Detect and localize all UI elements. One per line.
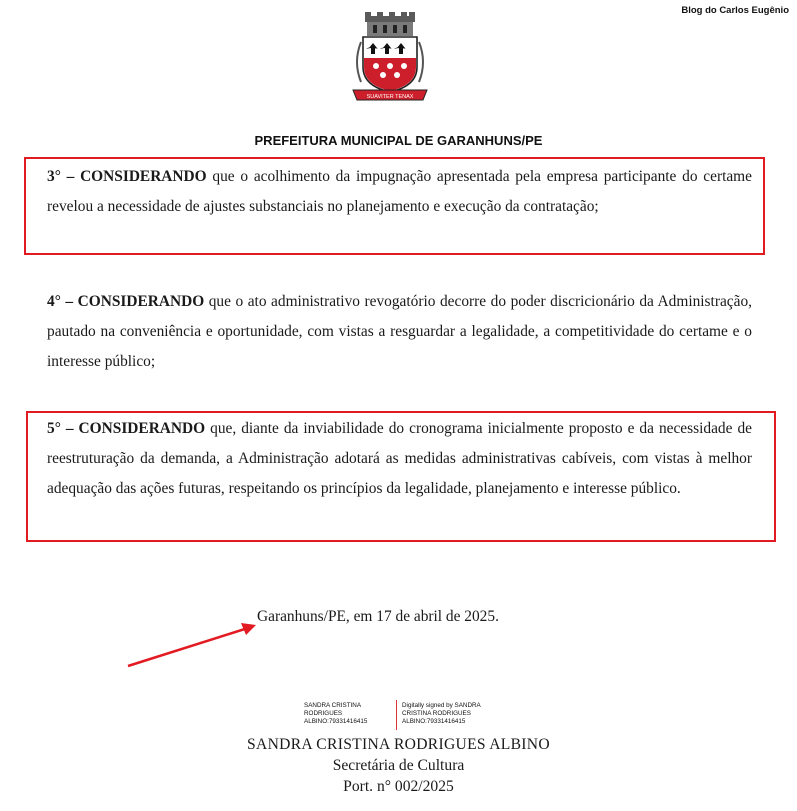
stamp-line: Digitally signed by SANDRA [402, 702, 481, 709]
crest-ornament-right [419, 42, 423, 82]
stamp-line: ALBINO:79331416415 [402, 718, 466, 725]
signatory-portaria: Port. n° 002/2025 [343, 778, 454, 795]
paragraph-lead: 5° – CONSIDERANDO [47, 420, 206, 437]
highlight-box-paragraph-5 [26, 411, 776, 542]
crest-birds [366, 43, 406, 54]
highlight-box-paragraph-3 [24, 157, 765, 255]
crest-banner-text: SUAVITER TENAX [366, 94, 414, 100]
blog-watermark: Blog do Carlos Eugênio [681, 5, 789, 16]
crest-tower [365, 12, 415, 36]
paragraph-considerando-4 [47, 287, 752, 377]
paragraph-text: que o ato administrativo revogatório decorre do poder discricionário da Administração, pautado na conveniência e oportunidade, com vistas a resguardar a legalidade, a competitividade do certame e o interesse público; [47, 293, 752, 370]
stamp-line: ALBINO:79331416415 [304, 718, 368, 725]
signatory-role: Secretária de Cultura [332, 757, 465, 774]
stamp-line: RODRIGUES [304, 710, 343, 717]
paragraph-text: que, diante da inviabilidade do cronograma inicialmente proposto e da necessidade de reestruturação da demanda, a Administração adotará as medidas administrativas cabíveis, com vistas à melhor adequação das ações futuras, respeitando os princípios da legalidade, planejamento e interesse público. [47, 420, 752, 497]
digital-signature-stamp-name [304, 702, 392, 726]
stamp-line: SANDRA CRISTINA [304, 702, 362, 709]
paragraph-lead: 3° – CONSIDERANDO [47, 168, 207, 185]
crest-ornament-left [357, 42, 361, 82]
paragraph-text: que o acolhimento da impugnação apresentada pela empresa participante do certame revelou a necessidade de ajustes substanciais no planejamento e execução da contratação; [47, 168, 752, 215]
crest-red-field [364, 58, 416, 91]
page-title: PREFEITURA MUNICIPAL DE GARANHUNS/PE [254, 133, 543, 148]
place-and-date: Garanhuns/PE, em 17 de abril de 2025. [257, 608, 499, 625]
stamp-line: CRISTINA RODRIGUES [402, 710, 471, 717]
paragraph-lead: 4° – CONSIDERANDO [47, 293, 205, 310]
signature-divider [396, 700, 397, 730]
signatory-name: SANDRA CRISTINA RODRIGUES ALBINO [247, 736, 550, 753]
digital-signature-stamp-info [402, 702, 502, 726]
annotation-arrow [120, 614, 270, 674]
municipal-coat-of-arms [349, 12, 431, 102]
